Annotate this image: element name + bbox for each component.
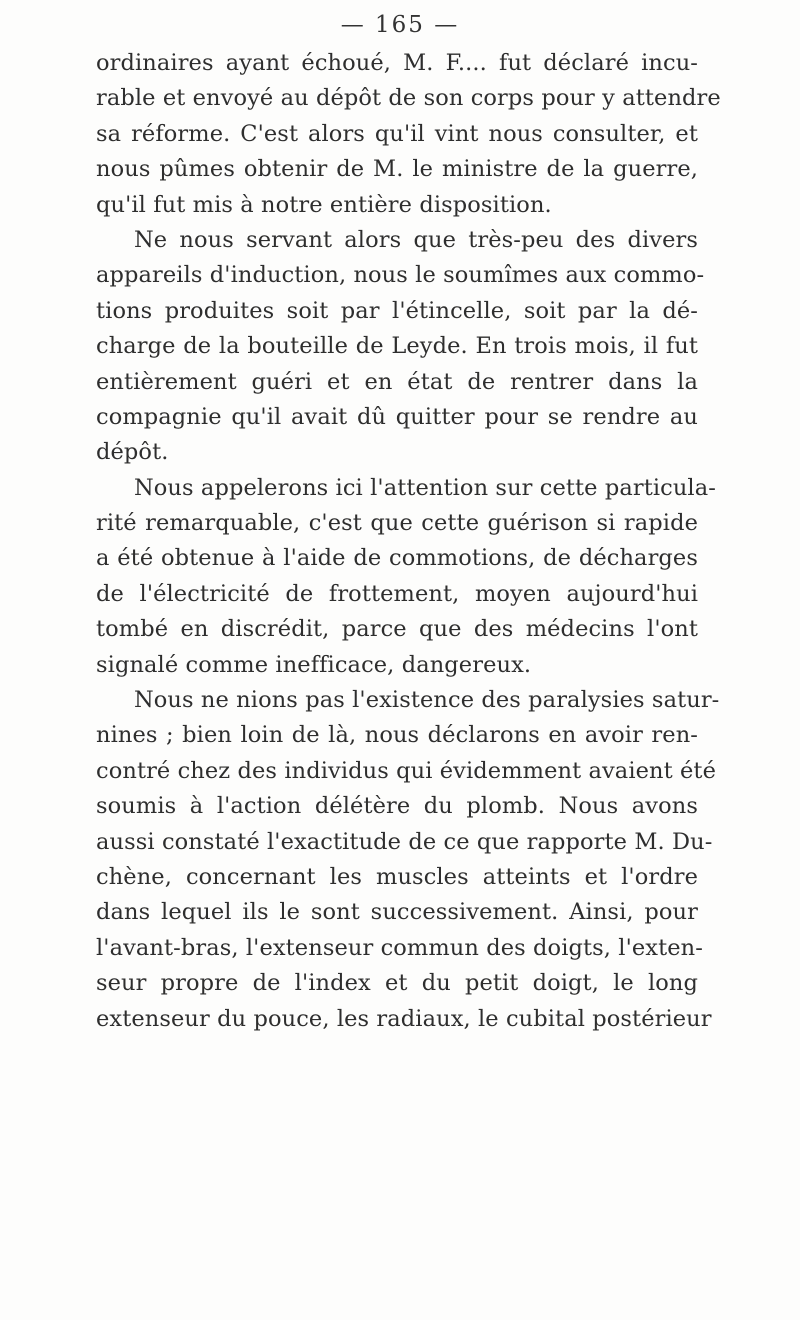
text-line: a été obtenue à l'aide de commotions, de décharges bbox=[96, 545, 698, 572]
text-line: appareils d'induction, nous le soumîmes aux commo- bbox=[96, 262, 705, 289]
body-text bbox=[96, 46, 721, 1037]
text-line: tions produites soit par l'étincelle, soit par la dé- bbox=[96, 297, 698, 324]
text-line: seur propre de l'index et du petit doigt, le long bbox=[96, 970, 698, 997]
page-number: — 165 — bbox=[340, 12, 460, 38]
text-line: qu'il fut mis à notre entière disposition. bbox=[96, 191, 552, 218]
text-line: sa réforme. C'est alors qu'il vint nous consulter, et bbox=[96, 120, 698, 147]
text-line: chène, concernant les muscles atteints et l'ordre bbox=[96, 863, 698, 890]
text-line: soumis à l'action délétère du plomb. Nous avons bbox=[96, 793, 698, 820]
text-line: compagnie qu'il avait dû quitter pour se rendre au bbox=[96, 403, 698, 430]
text-line: l'avant-bras, l'extenseur commun des doigts, l'exten- bbox=[96, 934, 703, 961]
text-line: charge de la bouteille de Leyde. En trois mois, il fut bbox=[96, 333, 698, 360]
text-line: dépôt. bbox=[96, 439, 169, 466]
text-line: contré chez des individus qui évidemment avaient été bbox=[96, 757, 716, 784]
text-line: entièrement guéri et en état de rentrer dans la bbox=[96, 368, 698, 395]
text-line: signalé comme inefficace, dangereux. bbox=[96, 651, 532, 678]
text-line: rable et envoyé au dépôt de son corps pour y attendre bbox=[96, 85, 721, 112]
text-line: extenseur du pouce, les radiaux, le cubital postérieur bbox=[96, 1005, 712, 1032]
text-line: Ne nous servant alors que très-peu des divers bbox=[134, 226, 698, 253]
text-line: rité remarquable, c'est que cette guérison si rapide bbox=[96, 510, 698, 537]
text-line: Nous ne nions pas l'existence des paralysies satur- bbox=[134, 687, 720, 714]
text-line: aussi constaté l'exactitude de ce que rapporte M. Du- bbox=[96, 828, 713, 855]
text-line: tombé en discrédit, parce que des médecins l'ont bbox=[96, 616, 698, 643]
text-line: de l'électricité de frottement, moyen aujourd'hui bbox=[96, 580, 698, 607]
text-line: dans lequel ils le sont successivement. Ainsi, pour bbox=[96, 899, 698, 926]
text-line: nous pûmes obtenir de M. le ministre de la guerre, bbox=[96, 156, 698, 183]
text-line: nines ; bien loin de là, nous déclarons en avoir ren- bbox=[96, 722, 698, 749]
text-line: ordinaires ayant échoué, M. F.... fut déclaré incu- bbox=[96, 50, 698, 76]
text-line: Nous appelerons ici l'attention sur cette particula- bbox=[134, 474, 716, 501]
